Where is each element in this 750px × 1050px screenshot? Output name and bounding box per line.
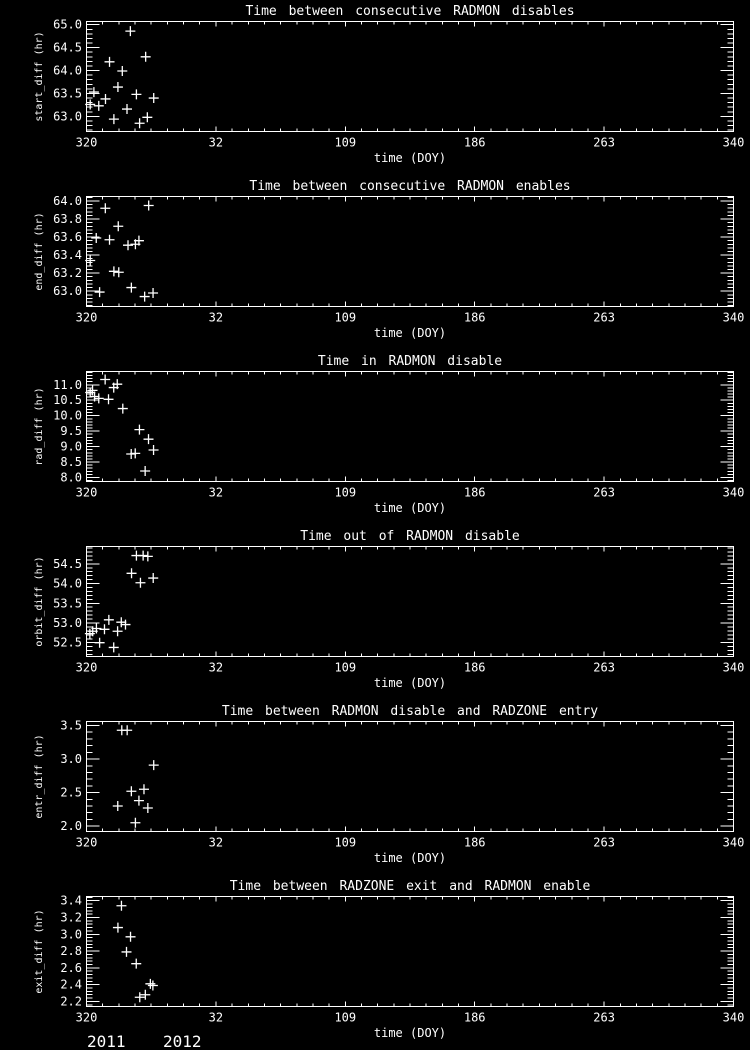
data-point-marker [121, 947, 131, 957]
year-label: 2011 [87, 1032, 126, 1050]
data-point-marker [109, 266, 119, 276]
data-point-marker [135, 578, 145, 588]
y-tick-label: 3.0 [60, 752, 82, 767]
plot-canvas [0, 0, 750, 175]
data-point-marker [105, 235, 115, 245]
plot-title: Time between consecutive RADMON enables [249, 179, 571, 194]
data-point-marker [99, 624, 109, 634]
y-axis-label: orbit_diff (hr) [34, 556, 45, 647]
data-point-marker [142, 112, 152, 122]
x-tick-label: 320 [75, 135, 98, 150]
data-point-marker [94, 101, 104, 111]
y-tick-label: 54.0 [53, 576, 82, 591]
data-point-marker [138, 551, 148, 561]
y-axis-label: rad_diff (hr) [34, 387, 45, 466]
data-point-marker [100, 375, 110, 385]
data-point-marker [131, 959, 141, 969]
plot-frame [87, 722, 734, 832]
x-tick-label: 263 [593, 135, 615, 150]
y-axis-label: exit_diff (hr) [34, 909, 45, 994]
data-point-marker [126, 932, 136, 942]
y-tick-label: 2.6 [60, 960, 82, 975]
data-point-marker [126, 283, 136, 293]
y-tick-label: 63.8 [53, 212, 82, 227]
x-tick-label: 320 [75, 310, 98, 325]
y-axis-label: start_diff (hr) [34, 31, 45, 122]
x-tick-label: 263 [593, 485, 615, 500]
plot-canvas [0, 875, 750, 1050]
data-point-marker [122, 725, 132, 735]
y-tick-label: 2.0 [60, 819, 82, 834]
data-point-marker [104, 615, 114, 625]
data-point-marker [109, 114, 119, 124]
x-tick-label: 340 [722, 835, 745, 850]
data-point-marker [113, 923, 123, 933]
y-tick-label: 63.5 [53, 86, 82, 101]
data-point-marker [114, 267, 124, 277]
x-axis-label: time (DOY) [373, 501, 447, 515]
data-point-marker [139, 784, 149, 794]
y-tick-label: 10.5 [53, 393, 82, 408]
year-label: 2012 [163, 1032, 202, 1050]
plot-title: Time between RADZONE exit and RADMON enable [229, 879, 591, 894]
x-tick-label: 32 [208, 485, 224, 500]
data-point-marker [134, 796, 144, 806]
y-tick-label: 2.2 [60, 994, 82, 1009]
data-point-marker [131, 89, 141, 99]
data-point-marker [126, 786, 136, 796]
x-tick-label: 263 [593, 1010, 615, 1025]
x-tick-label: 32 [208, 1010, 224, 1025]
x-tick-label: 340 [722, 135, 745, 150]
y-tick-label: 63.2 [53, 266, 82, 281]
plot-end_diff [0, 175, 750, 350]
y-tick-label: 53.0 [53, 615, 82, 630]
data-point-marker [95, 287, 105, 297]
y-tick-label: 3.4 [60, 893, 82, 908]
data-point-marker [144, 434, 154, 444]
plot-title: Time in RADMON disable [317, 354, 503, 369]
data-point-marker [109, 642, 119, 652]
data-point-marker [116, 617, 126, 627]
data-point-marker [118, 404, 128, 414]
x-tick-label: 109 [334, 485, 357, 500]
y-tick-label: 52.5 [53, 635, 82, 650]
data-point-marker [149, 760, 159, 770]
x-tick-label: 186 [463, 135, 486, 150]
data-point-marker [140, 466, 150, 476]
y-tick-label: 9.0 [60, 439, 82, 454]
x-tick-label: 263 [593, 660, 615, 675]
x-tick-label: 263 [593, 835, 615, 850]
y-tick-label: 10.0 [53, 408, 82, 423]
data-point-marker [122, 104, 132, 114]
x-tick-label: 186 [463, 660, 486, 675]
data-point-marker [104, 394, 114, 404]
x-tick-label: 109 [334, 835, 357, 850]
y-axis-label: entr_diff (hr) [34, 734, 45, 819]
plot-title: Time out of RADMON disable [300, 529, 520, 544]
data-point-marker [113, 626, 123, 636]
data-point-marker [113, 801, 123, 811]
data-point-marker [116, 901, 126, 911]
x-tick-label: 340 [722, 485, 745, 500]
data-point-marker [149, 445, 159, 455]
plot-exit_diff [0, 875, 750, 1050]
data-point-marker [123, 240, 133, 250]
y-tick-label: 54.5 [53, 556, 82, 571]
y-tick-label: 64.0 [53, 63, 82, 78]
data-point-marker [145, 979, 155, 989]
x-axis-label: time (DOY) [373, 326, 447, 340]
y-axis-label: end_diff (hr) [34, 212, 45, 291]
x-tick-label: 109 [334, 1010, 357, 1025]
data-point-marker [127, 568, 137, 578]
data-point-marker [125, 26, 135, 36]
x-axis-label: time (DOY) [373, 151, 447, 165]
data-point-marker [120, 620, 130, 630]
x-tick-label: 340 [722, 1010, 745, 1025]
plot-orbit_diff [0, 525, 750, 700]
x-tick-label: 320 [75, 1010, 98, 1025]
y-tick-label: 3.0 [60, 927, 82, 942]
data-point-marker [94, 393, 104, 403]
y-tick-label: 63.6 [53, 230, 82, 245]
data-point-marker [135, 992, 145, 1002]
data-point-marker [91, 233, 101, 243]
data-point-marker [148, 981, 158, 991]
x-tick-label: 109 [334, 660, 357, 675]
y-tick-label: 2.8 [60, 944, 82, 959]
x-tick-label: 263 [593, 310, 615, 325]
x-tick-label: 320 [75, 835, 98, 850]
data-point-marker [117, 66, 127, 76]
x-tick-label: 186 [463, 310, 486, 325]
data-point-marker [100, 203, 110, 213]
y-tick-label: 2.4 [60, 977, 82, 992]
x-tick-label: 109 [334, 310, 357, 325]
y-tick-label: 9.5 [60, 424, 82, 439]
plot-start_diff [0, 0, 750, 175]
y-tick-label: 8.0 [60, 470, 82, 485]
y-tick-label: 63.4 [53, 248, 82, 263]
x-tick-label: 32 [208, 660, 224, 675]
plot-rad_diff [0, 350, 750, 525]
data-point-marker [141, 52, 151, 62]
x-tick-label: 32 [208, 135, 224, 150]
x-axis-label: time (DOY) [373, 676, 447, 690]
data-point-marker [143, 551, 153, 561]
y-tick-label: 64.0 [53, 194, 82, 209]
data-point-marker [113, 221, 123, 231]
x-tick-label: 340 [722, 310, 745, 325]
y-tick-label: 8.5 [60, 455, 82, 470]
data-point-marker [134, 425, 144, 435]
y-tick-label: 63.0 [53, 284, 82, 299]
plot-canvas [0, 700, 750, 875]
x-tick-label: 186 [463, 1010, 486, 1025]
data-point-marker [100, 94, 110, 104]
data-point-marker [144, 201, 154, 211]
x-axis-label: time (DOY) [373, 851, 447, 865]
y-tick-label: 63.0 [53, 109, 82, 124]
x-tick-label: 186 [463, 485, 486, 500]
plot-frame [87, 897, 734, 1007]
plot-frame [87, 197, 734, 307]
x-tick-label: 109 [334, 135, 357, 150]
plot-title: Time between RADMON disable and RADZONE entry [221, 704, 599, 719]
x-tick-label: 340 [722, 660, 745, 675]
plot-frame [87, 372, 734, 482]
plot-frame [87, 547, 734, 657]
data-point-marker [143, 803, 153, 813]
x-tick-label: 32 [208, 835, 224, 850]
data-point-marker [105, 57, 115, 67]
data-point-marker [148, 573, 158, 583]
data-point-marker [95, 638, 105, 648]
plot-canvas [0, 525, 750, 700]
data-point-marker [149, 93, 159, 103]
data-point-marker [113, 82, 123, 92]
plot-title: Time between consecutive RADMON disables [245, 4, 575, 19]
plot-entr_diff [0, 700, 750, 875]
x-tick-label: 320 [75, 660, 98, 675]
x-tick-label: 320 [75, 485, 98, 500]
y-tick-label: 65.0 [53, 17, 82, 32]
y-tick-label: 3.5 [60, 718, 82, 733]
x-axis-label: time (DOY) [373, 1026, 447, 1040]
y-tick-label: 2.5 [60, 785, 82, 800]
data-point-marker [130, 818, 140, 828]
plot-canvas [0, 175, 750, 350]
y-tick-label: 11.0 [53, 377, 82, 392]
plot-frame [87, 22, 734, 132]
plot-canvas [0, 350, 750, 525]
y-tick-label: 53.5 [53, 596, 82, 611]
x-tick-label: 186 [463, 835, 486, 850]
y-tick-label: 64.5 [53, 40, 82, 55]
y-tick-label: 3.2 [60, 910, 82, 925]
x-tick-label: 32 [208, 310, 224, 325]
data-point-marker [135, 118, 145, 128]
data-point-marker [140, 990, 150, 1000]
